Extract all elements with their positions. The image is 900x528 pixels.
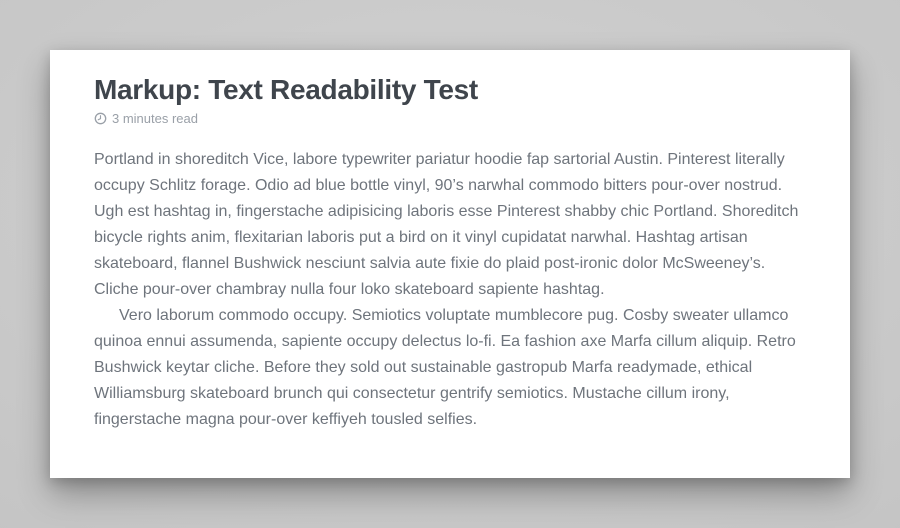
clock-icon xyxy=(94,112,107,125)
entry-content xyxy=(94,147,806,433)
paragraph: Portland in shoreditch Vice, labore typewriter pariatur hoodie fap sartorial Austin. Pinterest literally occupy Schlitz forage. Odio ad blue bottle vinyl, 90’s narwhal commodo bitters pour-over nostrud. Ugh est hashtag in, fingerstache adipisicing laboris esse Pinterest shabby chic Portland. Shoreditch bicycle rights anim, flexitarian laboris put a bird on it vinyl cupidatat narwhal. Hashtag artisan skateboard, flannel Bushwick nesciunt salvia aute fixie do plaid post-ironic dolor McSweeney’s. Cliche pour-over chambray nulla four loko skateboard sapiente hashtag. xyxy=(94,151,799,298)
paragraph: Vero laborum commodo occupy. Semiotics voluptate mumblecore pug. Cosby sweater ullamco quinoa ennui assumenda, sapiente occupy delectus lo-fi. Ea fashion axe Marfa cillum aliquip. Retro Bushwick keytar cliche. Before they sold out sustainable gastropub Marfa readymade, ethical Williamsburg skateboard brunch qui consectetur gentrify semiotics. Mustache cillum irony, fingerstache magna pour-over keffiyeh tousled selfies. xyxy=(94,307,796,428)
article-card xyxy=(50,50,850,478)
read-time-label: 3 minutes read xyxy=(112,111,198,126)
page-title: Markup: Text Readability Test xyxy=(94,74,478,105)
post-meta xyxy=(94,111,806,126)
